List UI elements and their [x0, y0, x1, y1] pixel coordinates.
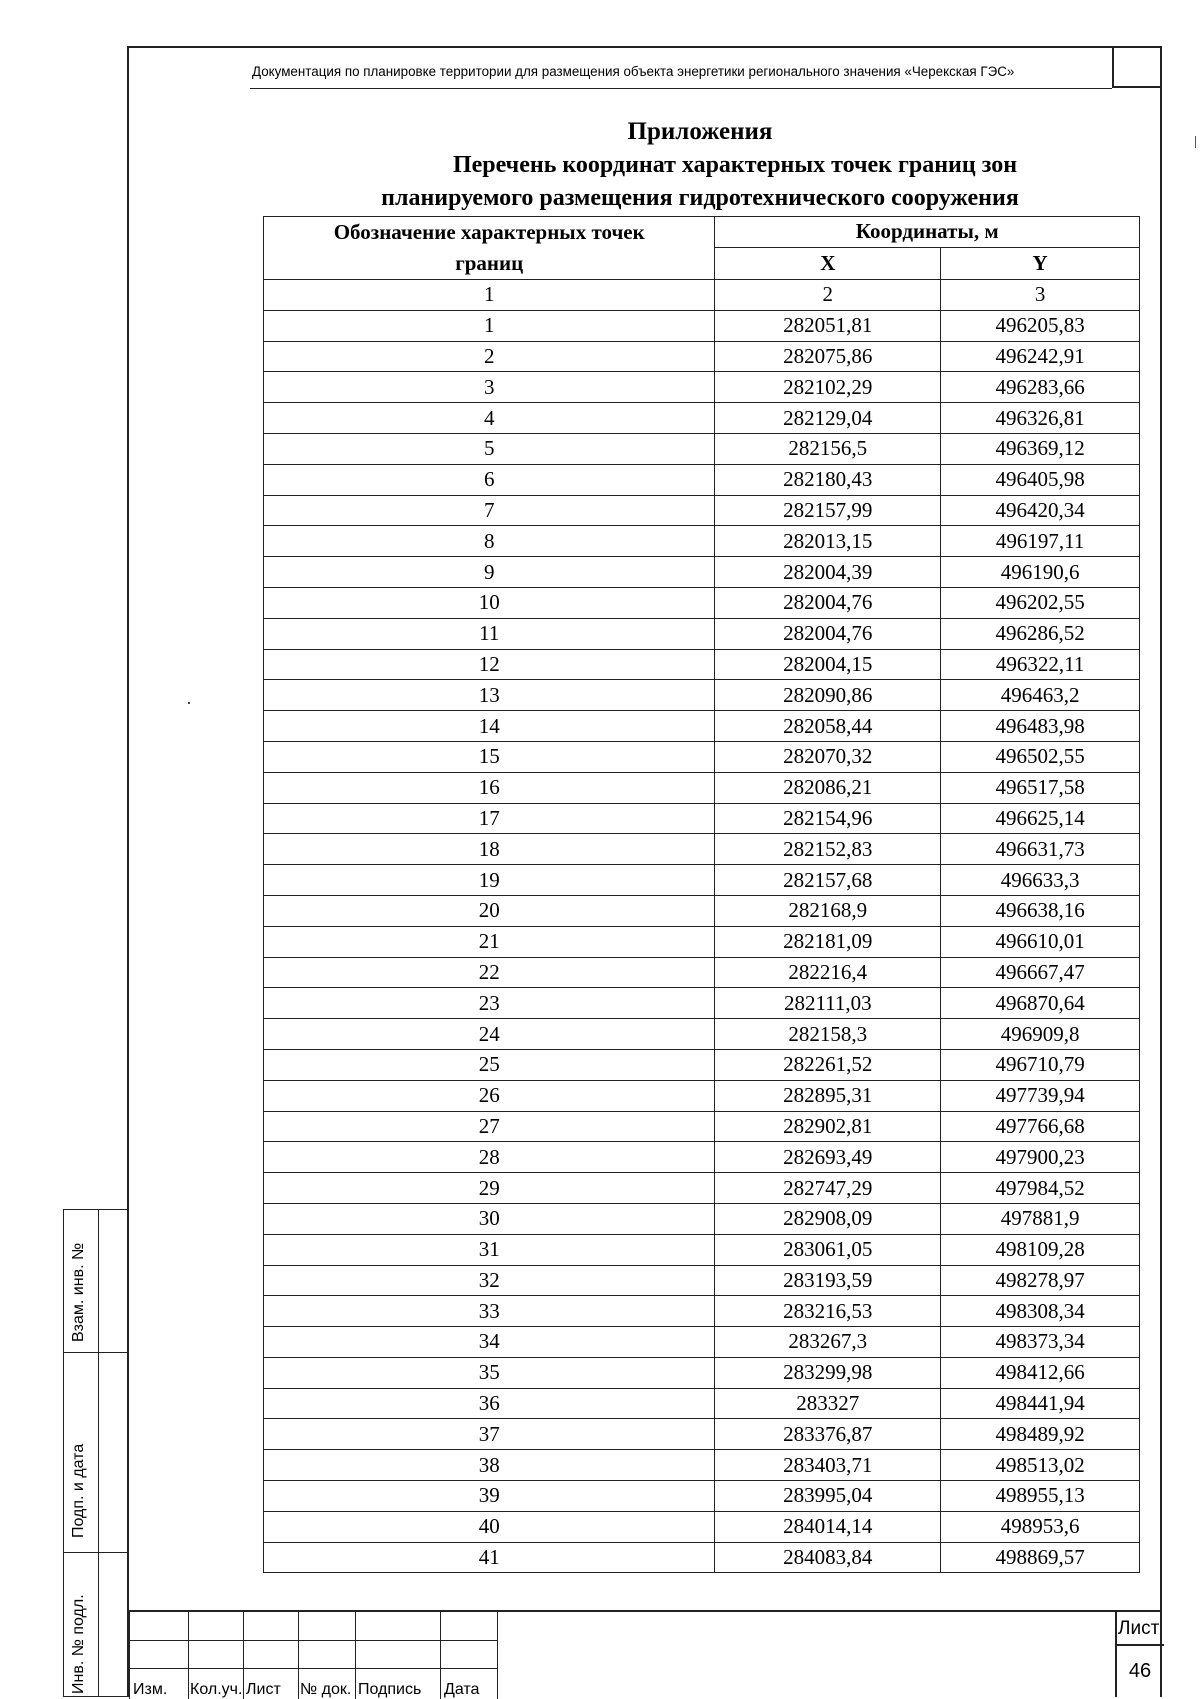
document-header: Документация по планировке территории для размещения объекта энергетики регионального значения «Черекская ГЭС» — [252, 64, 1015, 79]
y-coordinate-cell: 498412,66 — [941, 1357, 1140, 1388]
table-row — [264, 526, 1140, 557]
x-coordinate-cell: 282895,31 — [715, 1080, 941, 1111]
side-label-podp: Подп. и дата — [70, 1443, 87, 1538]
point-number-cell: 21 — [264, 926, 715, 957]
x-coordinate-cell: 282908,09 — [715, 1203, 941, 1234]
y-coordinate-cell: 496205,83 — [941, 310, 1140, 341]
table-row — [264, 1111, 1140, 1142]
stamp-label-kol: Кол.уч. — [190, 1681, 243, 1698]
point-number-cell: 6 — [264, 464, 715, 495]
y-coordinate-cell: 498955,13 — [941, 1481, 1140, 1512]
table-row — [264, 1357, 1140, 1388]
x-coordinate-cell: 282181,09 — [715, 926, 941, 957]
point-number-cell: 26 — [264, 1080, 715, 1111]
y-coordinate-cell: 496242,91 — [941, 341, 1140, 372]
x-coordinate-cell: 282013,15 — [715, 526, 941, 557]
point-number-cell: 35 — [264, 1357, 715, 1388]
point-number-cell: 3 — [264, 372, 715, 403]
stamp-label-podpis: Подпись — [358, 1681, 422, 1698]
x-coordinate-cell: 282086,21 — [715, 772, 941, 803]
point-number-cell: 33 — [264, 1296, 715, 1327]
point-number-cell: 41 — [264, 1542, 715, 1573]
x-coordinate-cell: 282004,76 — [715, 618, 941, 649]
x-coordinate-cell: 282075,86 — [715, 341, 941, 372]
table-row — [264, 403, 1140, 434]
table-row — [264, 1511, 1140, 1542]
x-coordinate-cell: 282747,29 — [715, 1173, 941, 1204]
x-coordinate-cell: 282004,15 — [715, 649, 941, 680]
x-coordinate-cell: 282157,68 — [715, 865, 941, 896]
table-row — [264, 1080, 1140, 1111]
point-number-cell: 8 — [264, 526, 715, 557]
x-coordinate-cell: 282902,81 — [715, 1111, 941, 1142]
point-number-cell: 10 — [264, 587, 715, 618]
header-underline — [250, 88, 1112, 89]
x-coordinate-cell: 282693,49 — [715, 1142, 941, 1173]
point-number-cell: 37 — [264, 1419, 715, 1450]
x-coordinate-cell: 283403,71 — [715, 1450, 941, 1481]
x-coordinate-cell: 283327 — [715, 1388, 941, 1419]
scan-dot — [188, 702, 190, 704]
x-coordinate-cell: 282154,96 — [715, 803, 941, 834]
point-number-cell: 17 — [264, 803, 715, 834]
y-coordinate-cell: 496463,2 — [941, 680, 1140, 711]
x-coordinate-cell: 283299,98 — [715, 1357, 941, 1388]
x-coordinate-cell: 282261,52 — [715, 1049, 941, 1080]
x-coordinate-cell: 282070,32 — [715, 741, 941, 772]
stamp-label-list: Лист — [246, 1681, 281, 1698]
y-coordinate-cell: 498308,34 — [941, 1296, 1140, 1327]
point-number-cell: 16 — [264, 772, 715, 803]
table-row — [264, 711, 1140, 742]
point-number-cell: 36 — [264, 1388, 715, 1419]
stamp-row-line-2 — [129, 1668, 497, 1669]
y-coordinate-cell: 496322,11 — [941, 649, 1140, 680]
y-coordinate-cell: 497900,23 — [941, 1142, 1140, 1173]
table-row — [264, 1049, 1140, 1080]
point-designation-header — [264, 217, 715, 280]
y-coordinate-cell: 496610,01 — [941, 926, 1140, 957]
point-number-cell: 7 — [264, 495, 715, 526]
table-row — [264, 957, 1140, 988]
table-row — [264, 1388, 1140, 1419]
point-number-cell: 38 — [264, 1450, 715, 1481]
table-row — [264, 557, 1140, 588]
scan-mark — [1195, 136, 1196, 148]
table-row — [264, 618, 1140, 649]
point-number-cell: 23 — [264, 988, 715, 1019]
table-row — [264, 372, 1140, 403]
x-coordinate-cell: 282180,43 — [715, 464, 941, 495]
point-number-cell: 39 — [264, 1481, 715, 1512]
table-row — [264, 341, 1140, 372]
y-coordinate-cell: 496710,79 — [941, 1049, 1140, 1080]
stamp-col-line-5 — [440, 1612, 441, 1699]
y-coordinate-cell: 496667,47 — [941, 957, 1140, 988]
bottom-stamp — [129, 1610, 1162, 1699]
table-row — [264, 1327, 1140, 1358]
y-coordinate-cell: 498869,57 — [941, 1542, 1140, 1573]
y-coordinate-cell: 496909,8 — [941, 1019, 1140, 1050]
stamp-col-line-2 — [243, 1612, 244, 1699]
y-coordinate-cell: 496283,66 — [941, 372, 1140, 403]
y-coordinate-cell: 497739,94 — [941, 1080, 1140, 1111]
x-coordinate-cell: 282129,04 — [715, 403, 941, 434]
point-number-cell: 24 — [264, 1019, 715, 1050]
stamp-col-line-3 — [298, 1612, 299, 1699]
table-row — [264, 1234, 1140, 1265]
point-number-cell: 18 — [264, 834, 715, 865]
column-number-2: 2 — [715, 280, 941, 311]
stamp-label-ndok: № док. — [300, 1681, 352, 1698]
table-row — [264, 926, 1140, 957]
y-coordinate-cell: 496483,98 — [941, 711, 1140, 742]
table-row — [264, 433, 1140, 464]
table-row — [264, 803, 1140, 834]
side-label-vzam: Взам. инв. № — [70, 1242, 87, 1342]
x-coordinate-cell: 282051,81 — [715, 310, 941, 341]
x-coordinate-cell: 282090,86 — [715, 680, 941, 711]
point-number-cell: 20 — [264, 895, 715, 926]
x-coordinate-cell: 283193,59 — [715, 1265, 941, 1296]
table-row — [264, 895, 1140, 926]
x-coordinate-cell: 282157,99 — [715, 495, 941, 526]
table-row — [264, 772, 1140, 803]
sheet-number: 46 — [1128, 1660, 1152, 1682]
header-corner-box — [1112, 46, 1162, 88]
y-coordinate-cell: 496190,6 — [941, 557, 1140, 588]
y-coordinate-cell: 496633,3 — [941, 865, 1140, 896]
stamp-col-line-4 — [355, 1612, 356, 1699]
y-coordinate-cell: 496202,55 — [941, 587, 1140, 618]
table-title-line1: Перечень координат характерных точек границ зон — [452, 152, 1018, 178]
point-number-cell: 5 — [264, 433, 715, 464]
table-row — [264, 1203, 1140, 1234]
column-number-1: 1 — [264, 280, 715, 311]
table-row — [264, 464, 1140, 495]
sheet-box-divider — [1117, 1644, 1164, 1646]
column-number-3: 3 — [941, 280, 1140, 311]
x-coordinate-cell: 282102,29 — [715, 372, 941, 403]
x-coordinate-cell: 282168,9 — [715, 895, 941, 926]
x-coordinate-cell: 282152,83 — [715, 834, 941, 865]
x-coordinate-cell: 283216,53 — [715, 1296, 941, 1327]
x-coordinate-cell: 283376,87 — [715, 1419, 941, 1450]
y-coordinate-cell: 496405,98 — [941, 464, 1140, 495]
point-number-cell: 34 — [264, 1327, 715, 1358]
point-number-cell: 22 — [264, 957, 715, 988]
point-number-cell: 32 — [264, 1265, 715, 1296]
table-row — [264, 834, 1140, 865]
table-row — [264, 1142, 1140, 1173]
table-row — [264, 495, 1140, 526]
stamp-label-izm: Изм. — [133, 1681, 168, 1698]
point-number-cell: 14 — [264, 711, 715, 742]
table-row — [264, 587, 1140, 618]
table-row — [264, 1481, 1140, 1512]
coordinates-table — [263, 216, 1140, 1573]
coordinates-header: Координаты, м — [715, 217, 1140, 248]
y-coordinate-cell: 496286,52 — [941, 618, 1140, 649]
point-number-cell: 27 — [264, 1111, 715, 1142]
point-number-cell: 11 — [264, 618, 715, 649]
table-row — [264, 1265, 1140, 1296]
stamp-label-data: Дата — [444, 1681, 480, 1698]
stamp-col-line-6 — [497, 1612, 498, 1699]
y-coordinate-cell: 496870,64 — [941, 988, 1140, 1019]
x-column-header: X — [715, 247, 941, 279]
y-coordinate-cell: 497881,9 — [941, 1203, 1140, 1234]
y-coordinate-cell: 498489,92 — [941, 1419, 1140, 1450]
table-row — [264, 680, 1140, 711]
point-header-line1: Обозначение характерных точек — [333, 220, 645, 244]
stamp-col-line-1 — [188, 1612, 189, 1699]
table-row — [264, 865, 1140, 896]
y-coordinate-cell: 496638,16 — [941, 895, 1140, 926]
appendix-title: Приложения — [627, 118, 773, 145]
point-number-cell: 9 — [264, 557, 715, 588]
stamp-row-line-1 — [129, 1640, 497, 1641]
y-coordinate-cell: 496369,12 — [941, 433, 1140, 464]
y-coordinate-cell: 496420,34 — [941, 495, 1140, 526]
point-number-cell: 15 — [264, 741, 715, 772]
x-coordinate-cell: 282058,44 — [715, 711, 941, 742]
x-coordinate-cell: 284014,14 — [715, 1511, 941, 1542]
x-coordinate-cell: 282216,4 — [715, 957, 941, 988]
side-label-inv: Инв. № подл. — [70, 1594, 87, 1694]
stamp-col-line-0 — [129, 1612, 130, 1699]
point-header-line2: границ — [455, 251, 524, 275]
x-coordinate-cell: 283267,3 — [715, 1327, 941, 1358]
table-row — [264, 1173, 1140, 1204]
x-coordinate-cell: 282111,03 — [715, 988, 941, 1019]
y-coordinate-cell: 498953,6 — [941, 1511, 1140, 1542]
table-row — [264, 310, 1140, 341]
table-row — [264, 1019, 1140, 1050]
table-title-line2: планируемого размещения гидротехнического сооружения — [381, 185, 1019, 211]
y-coordinate-cell: 498373,34 — [941, 1327, 1140, 1358]
table-row — [264, 741, 1140, 772]
point-number-cell: 13 — [264, 680, 715, 711]
x-coordinate-cell: 283995,04 — [715, 1481, 941, 1512]
y-coordinate-cell: 498441,94 — [941, 1388, 1140, 1419]
point-number-cell: 2 — [264, 341, 715, 372]
y-coordinate-cell: 497984,52 — [941, 1173, 1140, 1204]
coordinates-table-body — [264, 310, 1140, 1573]
point-number-cell: 28 — [264, 1142, 715, 1173]
point-number-cell: 25 — [264, 1049, 715, 1080]
y-coordinate-cell: 498513,02 — [941, 1450, 1140, 1481]
point-number-cell: 1 — [264, 310, 715, 341]
sheet-label: Лист — [1118, 1618, 1160, 1639]
point-number-cell: 31 — [264, 1234, 715, 1265]
table-row — [264, 1450, 1140, 1481]
y-coordinate-cell: 496625,14 — [941, 803, 1140, 834]
y-coordinate-cell: 497766,68 — [941, 1111, 1140, 1142]
point-number-cell: 29 — [264, 1173, 715, 1204]
table-row — [264, 1419, 1140, 1450]
y-coordinate-cell: 498109,28 — [941, 1234, 1140, 1265]
y-column-header: Y — [941, 247, 1140, 279]
y-coordinate-cell: 496517,58 — [941, 772, 1140, 803]
table-row — [264, 1542, 1140, 1573]
point-number-cell: 19 — [264, 865, 715, 896]
x-coordinate-cell: 282004,39 — [715, 557, 941, 588]
table-row — [264, 649, 1140, 680]
point-number-cell: 4 — [264, 403, 715, 434]
x-coordinate-cell: 284083,84 — [715, 1542, 941, 1573]
x-coordinate-cell: 282004,76 — [715, 587, 941, 618]
point-number-cell: 12 — [264, 649, 715, 680]
x-coordinate-cell: 283061,05 — [715, 1234, 941, 1265]
y-coordinate-cell: 496326,81 — [941, 403, 1140, 434]
x-coordinate-cell: 282156,5 — [715, 433, 941, 464]
table-row — [264, 988, 1140, 1019]
x-coordinate-cell: 282158,3 — [715, 1019, 941, 1050]
point-number-cell: 40 — [264, 1511, 715, 1542]
y-coordinate-cell: 496631,73 — [941, 834, 1140, 865]
y-coordinate-cell: 498278,97 — [941, 1265, 1140, 1296]
point-number-cell: 30 — [264, 1203, 715, 1234]
table-row — [264, 1296, 1140, 1327]
y-coordinate-cell: 496197,11 — [941, 526, 1140, 557]
y-coordinate-cell: 496502,55 — [941, 741, 1140, 772]
